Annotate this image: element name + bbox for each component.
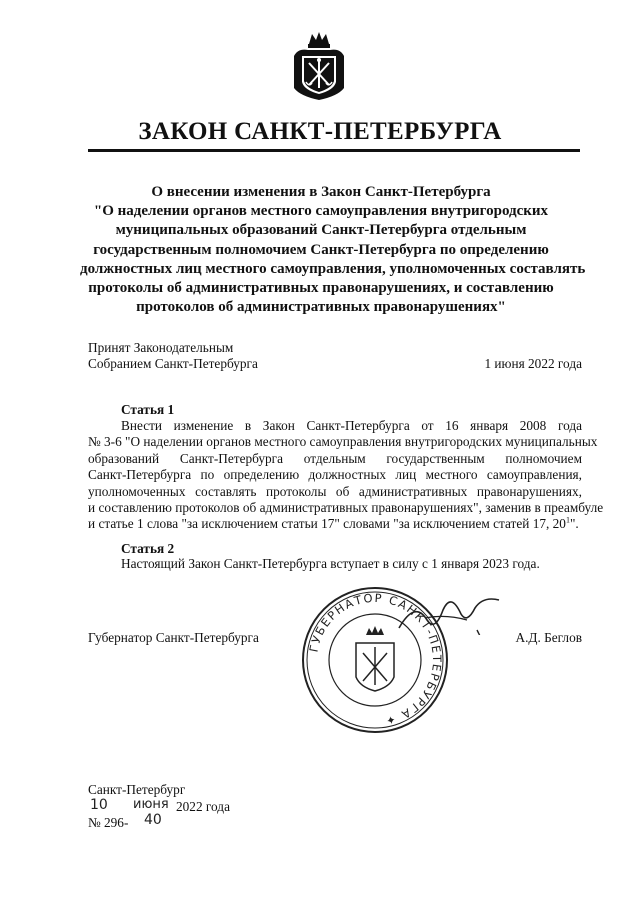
law-subject: [80, 183, 586, 317]
coat-of-arms-icon: [288, 30, 350, 102]
subject-line: протоколов об административных правонарушениях": [136, 299, 506, 316]
article-1-line: Внести изменение в Закон Санкт-Петербурга от 16 января 2008 года: [121, 418, 582, 433]
subject-line: муниципальных образований Санкт-Петербурга отдельным: [115, 222, 527, 239]
article-1-line: уполномоченных составлять протоколы об административных правонарушениях,: [88, 483, 582, 499]
article-1-heading: Статья 1: [121, 402, 175, 417]
subject-line: должностных лиц местного самоуправления, уполномоченных составлять: [80, 260, 586, 277]
subject-line: протоколы об административных правонарушениях, и составлению: [88, 280, 554, 297]
article-1-line: № 3-6 "О наделении органов местного самоуправления внутригородских муниципальных: [88, 434, 598, 450]
adoption-line-2: Собранием Санкт-Петербурга: [88, 356, 258, 371]
article-1-last-suffix: ".: [569, 516, 579, 532]
title-divider: [88, 149, 580, 152]
article-1-line: и составлению протоколов об административных правонарушениях", заменив в преамбуле: [88, 500, 604, 516]
adoption-date: 1 июня 2022 года: [484, 356, 582, 371]
footer-number: 40: [144, 812, 162, 828]
footer-number-prefix: № 296-: [88, 815, 129, 830]
signature-icon: [395, 590, 505, 635]
law-title: ЗАКОН САНКТ-ПЕТЕРБУРГА: [138, 118, 502, 145]
article-1-line: образований Санкт-Петербурга отдельным государственным полномочием: [88, 450, 582, 466]
governor-title: Губернатор Санкт-Петербурга: [88, 630, 259, 645]
article-1-body: [88, 418, 604, 533]
adoption-block: [88, 340, 258, 372]
subject-line: О внесении изменения в Закон Санкт-Петербурга: [151, 184, 491, 200]
svg-text:ГУБЕРНАТОР САНКТ-ПЕТЕРБУРГА: ГУБЕРНАТОР САНКТ-ПЕТЕРБУРГА ✦: [306, 590, 445, 729]
article-1-line: Санкт-Петербурга по определению должностных лиц местного самоуправления,: [88, 467, 582, 483]
subject-line: государственным полномочием Санкт-Петербурга по определению: [93, 241, 549, 258]
footer-month: июня: [133, 797, 169, 812]
article-2-heading: Статья 2: [121, 541, 175, 556]
subject-line: "О наделении органов местного самоуправления внутригородских: [93, 203, 549, 220]
article-2-body: Настоящий Закон Санкт-Петербурга вступает в силу с 1 января 2023 года.: [121, 556, 540, 571]
superscript: 1: [565, 516, 570, 526]
governor-name: А.Д. Беглов: [515, 630, 582, 645]
footer-place: Санкт-Петербург: [88, 782, 186, 797]
adoption-line-1: Принят Законодательным: [88, 340, 234, 355]
article-1-last-text: и статье 1 слова "за исключением статьи 17" словами "за исключением статей 17, 20: [88, 516, 566, 532]
footer-year: 2022 года: [176, 799, 230, 814]
article-1-last-line: [88, 516, 582, 532]
footer-day: 10: [90, 797, 108, 813]
